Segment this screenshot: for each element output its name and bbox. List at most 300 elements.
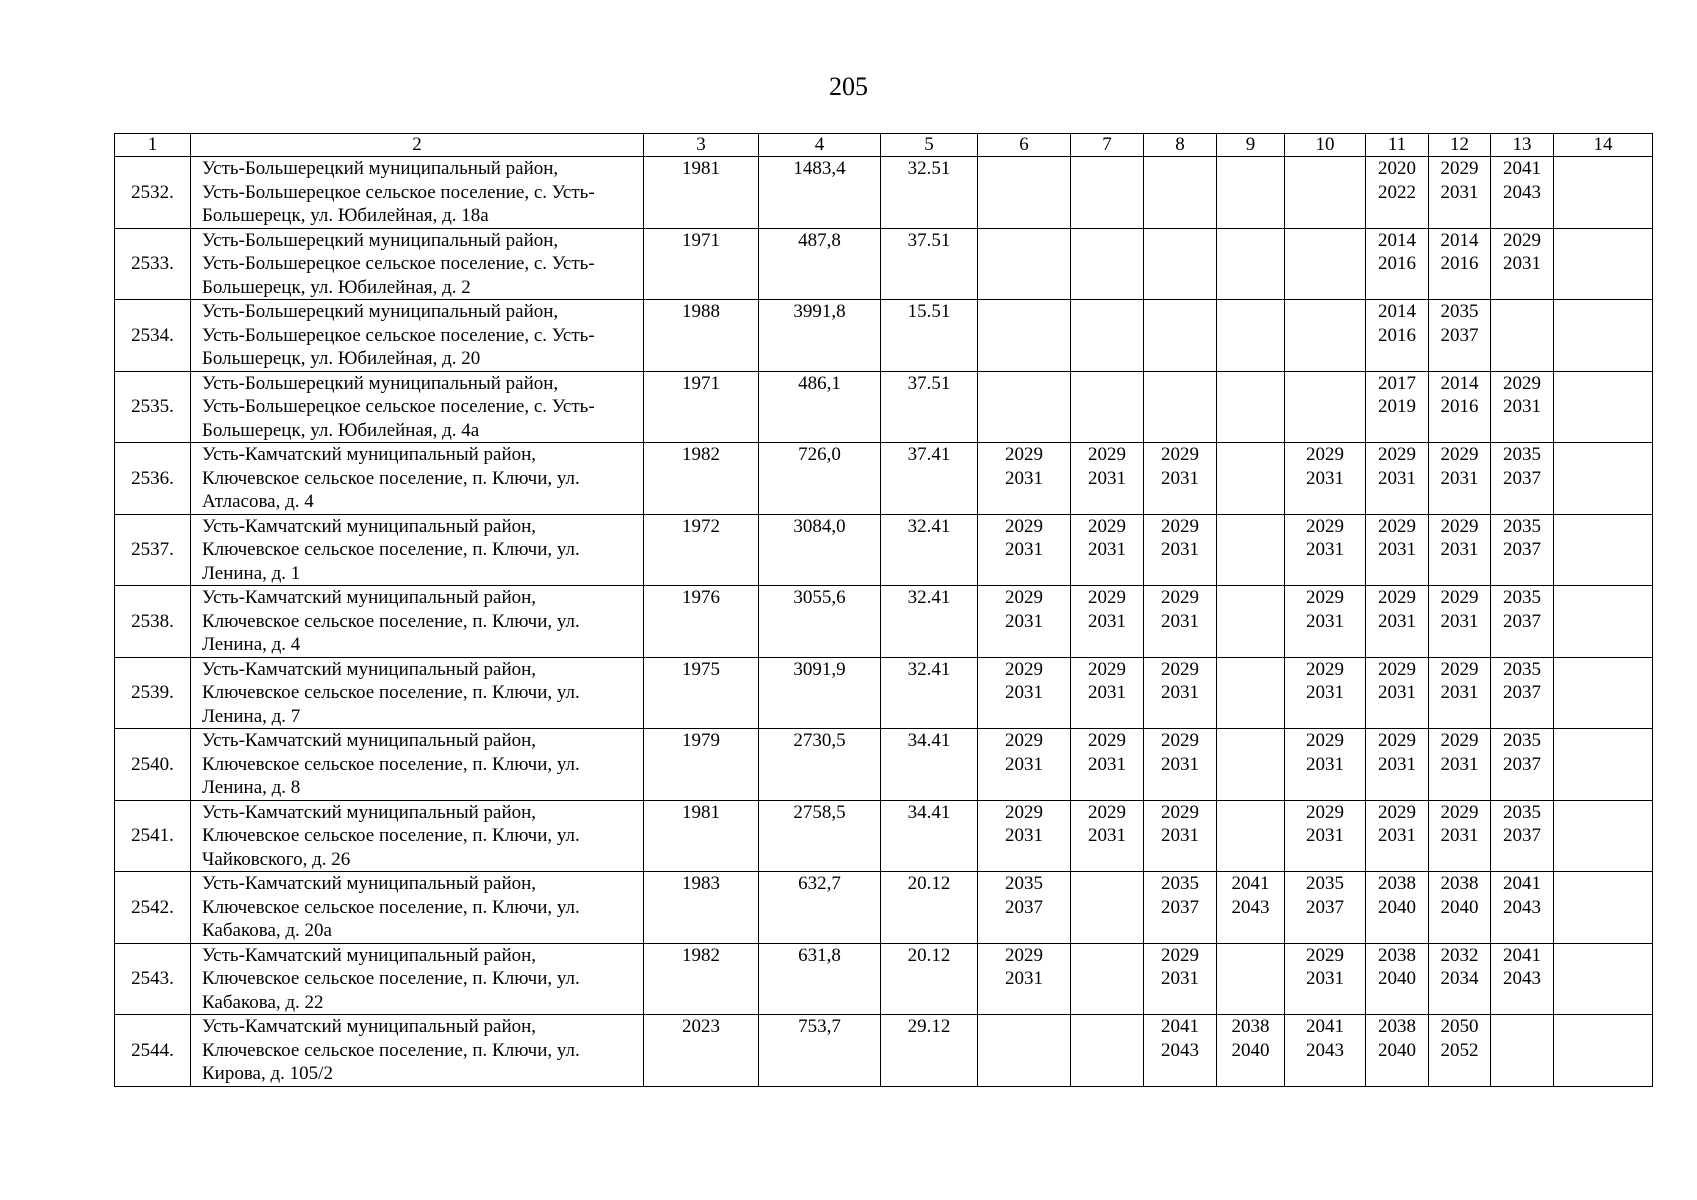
period-cell-11 [1366,300,1429,372]
period-cell-13 [1491,228,1554,300]
period-cell-6 [978,1015,1071,1087]
period-cell-14 [1554,729,1653,801]
period-cell-9-line: 2041 [1231,873,1270,894]
address-cell-line: Ключевское сельское поселение, п. Ключи, ул. [202,682,580,703]
period-cell-6-line: 2029 [1005,801,1043,823]
period-cell-8 [1144,657,1217,729]
period-cell-14 [1554,657,1653,729]
period-cell-8 [1144,371,1217,443]
period-cell-7-line: 2031 [1088,825,1126,846]
table-row [115,300,1653,372]
period-cell-8-line: 2041 [1161,1016,1199,1037]
period-cell-12-line: 2037 [1440,324,1479,346]
period-cell-11 [1366,1015,1429,1087]
period-cell-7-line: 2029 [1088,515,1126,537]
address-cell-line: Ключевское сельское поселение, п. Ключи, ул. [202,968,580,989]
period-cell-14 [1554,157,1653,229]
period-cell-6-line: 2037 [1005,896,1043,918]
year-built-cell [644,943,759,1015]
address-cell-line: Усть-Большерецкий муниципальный район, [202,158,559,179]
wear-cell [881,872,978,944]
column-header: 10 [1285,134,1366,157]
period-cell-10 [1285,657,1366,729]
period-cell-6 [978,943,1071,1015]
period-cell-12-line: 2052 [1440,1039,1479,1061]
address-cell-line: Ленина, д. 7 [202,705,301,727]
period-cell-12 [1429,443,1491,515]
period-cell-11-line: 2038 [1378,873,1416,894]
period-cell-14 [1554,872,1653,944]
period-cell-9 [1217,729,1285,801]
address-cell [191,872,644,944]
row-number-cell-text: 2541. [131,825,174,846]
table-row [115,443,1653,515]
period-cell-11 [1366,586,1429,658]
wear-cell [881,657,978,729]
header-row [115,134,1653,157]
period-cell-9 [1217,1015,1285,1087]
period-cell-12-line: 2031 [1440,539,1479,560]
address-cell-line: Ключевское сельское поселение, п. Ключи, ул. [202,896,580,918]
wear-cell [881,300,978,372]
address-cell-line: Усть-Большерецкое сельское поселение, с. Усть- [202,396,595,417]
row-number-cell [115,228,191,300]
period-cell-6-line: 2029 [1005,944,1043,966]
period-cell-10 [1285,443,1366,515]
column-header: 3 [644,134,759,157]
period-cell-12 [1429,1015,1491,1087]
period-cell-6-line: 2031 [1005,467,1043,489]
area-cell [759,1015,881,1087]
row-number-cell [115,1015,191,1087]
period-cell-11-line: 2029 [1378,730,1416,751]
period-cell-13-line: 2041 [1503,873,1541,894]
period-cell-12-line: 2014 [1440,372,1479,394]
area-cell-text: 487,8 [798,229,841,251]
period-cell-9 [1217,943,1285,1015]
period-cell-13-line: 2035 [1503,801,1541,823]
year-built-cell [644,514,759,586]
year-built-cell-text: 1976 [682,587,720,608]
period-cell-11-line: 2016 [1378,324,1416,346]
period-cell-11-line: 2031 [1378,753,1416,775]
period-cell-14 [1554,586,1653,658]
column-header: 7 [1071,134,1144,157]
address-cell [191,371,644,443]
period-cell-8 [1144,872,1217,944]
year-built-cell [644,443,759,515]
period-cell-8-line: 2037 [1161,896,1199,918]
address-cell [191,586,644,658]
period-cell-7 [1071,800,1144,872]
period-cell-6-line: 2031 [1005,968,1043,989]
period-cell-10 [1285,228,1366,300]
address-cell-line: Ключевское сельское поселение, п. Ключи, ул. [202,753,580,775]
period-cell-13-line: 2029 [1503,372,1541,394]
period-cell-10-line: 2035 [1306,873,1344,894]
row-number-cell [115,300,191,372]
period-cell-11-line: 2031 [1378,825,1416,846]
period-cell-6-line: 2035 [1005,873,1043,894]
row-number-cell [115,657,191,729]
year-built-cell-text: 1981 [682,158,720,179]
column-header: 14 [1554,134,1653,157]
table-row [115,586,1653,658]
address-cell-line: Ключевское сельское поселение, п. Ключи, ул. [202,1039,580,1061]
period-cell-9 [1217,228,1285,300]
address-cell [191,943,644,1015]
period-cell-14 [1554,800,1653,872]
row-number-cell-text: 2539. [131,682,174,703]
period-cell-8 [1144,157,1217,229]
address-cell-line: Атласова, д. 4 [202,491,314,512]
period-cell-12-line: 2014 [1440,229,1479,251]
period-cell-6 [978,300,1071,372]
year-built-cell-text: 1982 [682,444,720,465]
row-number-cell-text: 2535. [131,396,174,417]
period-cell-11-line: 2038 [1378,944,1416,966]
period-cell-7-line: 2031 [1088,467,1126,489]
period-cell-9-line: 2038 [1231,1016,1270,1037]
period-cell-8-line: 2031 [1161,825,1199,846]
period-cell-12 [1429,157,1491,229]
period-cell-10 [1285,872,1366,944]
year-built-cell-text: 1988 [682,301,720,322]
area-cell-text: 486,1 [798,372,841,394]
row-number-cell-text: 2544. [131,1039,174,1061]
period-cell-11 [1366,872,1429,944]
period-cell-9 [1217,872,1285,944]
period-cell-8 [1144,943,1217,1015]
period-cell-10-line: 2029 [1306,444,1344,465]
period-cell-12-line: 2029 [1440,587,1479,608]
column-header: 4 [759,134,881,157]
period-cell-7-line: 2029 [1088,730,1126,751]
area-cell-text: 753,7 [798,1016,841,1037]
address-cell-line: Большерецк, ул. Юбилейная, д. 18а [202,205,489,226]
year-built-cell-text: 2023 [682,1016,720,1037]
period-cell-13 [1491,157,1554,229]
period-cell-11 [1366,729,1429,801]
wear-cell-text: 15.51 [907,301,951,322]
wear-cell-text: 32.41 [907,515,951,537]
address-cell-line: Усть-Камчатский муниципальный район, [202,587,537,608]
period-cell-8-line: 2031 [1161,610,1199,632]
row-number-cell [115,800,191,872]
period-cell-12 [1429,800,1491,872]
period-cell-9 [1217,657,1285,729]
period-cell-6 [978,872,1071,944]
period-cell-11-line: 2040 [1378,896,1416,918]
address-cell-line: Ленина, д. 8 [202,777,301,798]
period-cell-9 [1217,514,1285,586]
period-cell-11 [1366,228,1429,300]
period-cell-14 [1554,443,1653,515]
period-cell-13 [1491,657,1554,729]
year-built-cell-text: 1979 [682,730,720,751]
address-cell-line: Ключевское сельское поселение, п. Ключи, ул. [202,610,580,632]
period-cell-13-line: 2031 [1503,253,1541,274]
row-number-cell-text: 2533. [131,253,174,274]
address-cell-line: Ключевское сельское поселение, п. Ключи, ул. [202,467,580,489]
period-cell-10-line: 2029 [1306,515,1344,537]
period-cell-13-line: 2035 [1503,515,1541,537]
row-number-cell [115,443,191,515]
period-cell-10-line: 2029 [1306,587,1344,608]
period-cell-13-line: 2029 [1503,229,1541,251]
period-cell-11-line: 2022 [1378,181,1416,203]
area-cell [759,228,881,300]
wear-cell-text: 34.41 [907,730,951,751]
period-cell-8-line: 2031 [1161,539,1199,560]
address-cell-line: Усть-Большерецкое сельское поселение, с. Усть- [202,253,595,274]
row-number-cell-text: 2543. [131,968,174,989]
period-cell-13 [1491,729,1554,801]
period-cell-14 [1554,943,1653,1015]
column-header: 9 [1217,134,1285,157]
address-cell [191,157,644,229]
wear-cell [881,729,978,801]
area-cell-text: 631,8 [798,944,841,966]
period-cell-12 [1429,872,1491,944]
area-cell-text: 2730,5 [793,730,846,751]
period-cell-12-line: 2032 [1440,944,1479,966]
address-cell-line: Усть-Камчатский муниципальный район, [202,658,537,680]
period-cell-12-line: 2035 [1440,301,1479,322]
period-cell-12 [1429,943,1491,1015]
area-cell-text: 3091,9 [793,658,846,680]
period-cell-8-line: 2031 [1161,467,1199,489]
period-cell-11-line: 2040 [1378,1039,1416,1061]
period-cell-7 [1071,586,1144,658]
period-cell-14 [1554,1015,1653,1087]
period-cell-7 [1071,228,1144,300]
address-cell-line: Усть-Большерецкий муниципальный район, [202,372,559,394]
period-cell-11-line: 2029 [1378,515,1416,537]
address-cell [191,514,644,586]
address-cell-line: Большерецк, ул. Юбилейная, д. 20 [202,348,481,369]
table-row [115,228,1653,300]
period-cell-7 [1071,657,1144,729]
period-cell-8-line: 2029 [1161,587,1199,608]
area-cell [759,872,881,944]
period-cell-8 [1144,800,1217,872]
period-cell-14 [1554,300,1653,372]
period-cell-12 [1429,514,1491,586]
period-cell-11-line: 2031 [1378,610,1416,632]
period-cell-12-line: 2050 [1440,1016,1479,1037]
period-cell-8-line: 2029 [1161,515,1199,537]
period-cell-6-line: 2029 [1005,515,1043,537]
period-cell-8-line: 2029 [1161,944,1199,966]
year-built-cell [644,228,759,300]
area-cell [759,514,881,586]
year-built-cell-text: 1982 [682,944,720,966]
area-cell [759,729,881,801]
wear-cell-text: 29.12 [907,1016,951,1037]
period-cell-6-line: 2031 [1005,682,1043,703]
address-cell-line: Усть-Камчатский муниципальный район, [202,730,537,751]
address-cell-line: Усть-Камчатский муниципальный район, [202,801,537,823]
period-cell-11-line: 2031 [1378,682,1416,703]
period-cell-11-line: 2029 [1378,658,1416,680]
year-built-cell [644,729,759,801]
period-cell-7-line: 2029 [1088,587,1126,608]
period-cell-13-line: 2043 [1503,181,1541,203]
period-cell-7 [1071,514,1144,586]
year-built-cell-text: 1971 [682,229,720,251]
area-cell [759,657,881,729]
year-built-cell-text: 1981 [682,801,720,823]
column-header: 8 [1144,134,1217,157]
wear-cell-text: 37.41 [907,444,951,465]
period-cell-11-line: 2017 [1378,372,1416,394]
period-cell-10-line: 2029 [1306,730,1344,751]
column-header: 1 [115,134,191,157]
period-cell-13-line: 2043 [1503,968,1541,989]
period-cell-12-line: 2029 [1440,515,1479,537]
period-cell-12-line: 2031 [1440,610,1479,632]
area-cell [759,800,881,872]
row-number-cell [115,157,191,229]
period-cell-10-line: 2041 [1306,1016,1344,1037]
period-cell-11-line: 2020 [1378,158,1416,179]
period-cell-12 [1429,657,1491,729]
period-cell-9-line: 2043 [1231,896,1270,918]
period-cell-8 [1144,1015,1217,1087]
period-cell-13 [1491,514,1554,586]
period-cell-11 [1366,514,1429,586]
year-built-cell-text: 1971 [682,372,720,394]
period-cell-10 [1285,371,1366,443]
period-cell-9 [1217,800,1285,872]
period-cell-14 [1554,371,1653,443]
period-cell-10 [1285,800,1366,872]
period-cell-11-line: 2014 [1378,301,1416,322]
period-cell-9 [1217,371,1285,443]
row-number-cell-text: 2537. [131,539,174,560]
table-body [115,157,1653,1087]
address-cell [191,729,644,801]
period-cell-13 [1491,800,1554,872]
period-cell-8 [1144,443,1217,515]
period-cell-13-line: 2037 [1503,753,1541,775]
column-header: 11 [1366,134,1429,157]
period-cell-7 [1071,729,1144,801]
address-cell-line: Ленина, д. 4 [202,634,301,655]
period-cell-12 [1429,371,1491,443]
area-cell-text: 632,7 [798,873,841,894]
wear-cell [881,586,978,658]
area-cell [759,943,881,1015]
period-cell-11-line: 2031 [1378,539,1416,560]
period-cell-12-line: 2016 [1440,396,1479,417]
period-cell-13-line: 2035 [1503,587,1541,608]
area-cell-text: 1483,4 [793,158,846,179]
period-cell-12-line: 2031 [1440,825,1479,846]
year-built-cell [644,371,759,443]
row-number-cell-text: 2532. [131,181,174,203]
period-cell-8-line: 2029 [1161,444,1199,465]
area-cell [759,300,881,372]
address-cell-line: Усть-Камчатский муниципальный район, [202,515,537,537]
period-cell-8-line: 2029 [1161,801,1199,823]
table-header [115,134,1653,157]
period-cell-13-line: 2037 [1503,825,1541,846]
period-cell-7 [1071,157,1144,229]
period-cell-13 [1491,371,1554,443]
address-cell-line: Чайковского, д. 26 [202,848,351,870]
area-cell-text: 726,0 [798,444,841,465]
period-cell-9-line: 2040 [1231,1039,1270,1061]
wear-cell-text: 20.12 [907,873,951,894]
address-cell [191,1015,644,1087]
period-cell-13-line: 2035 [1503,444,1541,465]
period-cell-12-line: 2040 [1440,896,1479,918]
table-row [115,943,1653,1015]
table-row [115,657,1653,729]
wear-cell-text: 32.41 [907,587,951,608]
period-cell-6-line: 2029 [1005,730,1043,751]
period-cell-8-line: 2029 [1161,730,1199,751]
wear-cell [881,443,978,515]
column-header: 6 [978,134,1071,157]
address-cell-line: Усть-Камчатский муниципальный район, [202,1016,537,1037]
row-number-cell-text: 2542. [131,896,174,918]
period-cell-10 [1285,157,1366,229]
period-cell-13-line: 2037 [1503,682,1541,703]
period-cell-13-line: 2035 [1503,730,1541,751]
address-cell-line: Большерецк, ул. Юбилейная, д. 2 [202,276,471,298]
period-cell-10 [1285,514,1366,586]
period-cell-11 [1366,443,1429,515]
period-cell-13 [1491,443,1554,515]
period-cell-11-line: 2016 [1378,253,1416,274]
address-cell-line: Ключевское сельское поселение, п. Ключи, ул. [202,539,580,560]
address-cell-line: Ключевское сельское поселение, п. Ключи, ул. [202,825,580,846]
period-cell-10-line: 2031 [1306,825,1344,846]
period-cell-6 [978,657,1071,729]
period-cell-7-line: 2031 [1088,682,1126,703]
period-cell-12-line: 2029 [1440,158,1479,179]
address-cell-line: Усть-Камчатский муниципальный район, [202,444,537,465]
period-cell-11-line: 2014 [1378,229,1416,251]
wear-cell [881,1015,978,1087]
row-number-cell-text: 2538. [131,610,174,632]
row-number-cell-text: 2536. [131,467,174,489]
period-cell-6-line: 2029 [1005,587,1043,608]
period-cell-12-line: 2016 [1440,253,1479,274]
area-cell-text: 3055,6 [793,587,846,608]
period-cell-10 [1285,586,1366,658]
period-cell-10-line: 2031 [1306,968,1344,989]
address-cell-line: Усть-Большерецкое сельское поселение, с. Усть- [202,324,595,346]
period-cell-7 [1071,443,1144,515]
address-cell-line: Ленина, д. 1 [202,562,301,584]
period-cell-10-line: 2029 [1306,944,1344,966]
column-header: 12 [1429,134,1491,157]
period-cell-12-line: 2029 [1440,658,1479,680]
period-cell-11 [1366,371,1429,443]
address-cell [191,443,644,515]
area-cell [759,443,881,515]
year-built-cell [644,300,759,372]
period-cell-12 [1429,228,1491,300]
period-cell-9 [1217,300,1285,372]
wear-cell [881,157,978,229]
period-cell-10-line: 2031 [1306,539,1344,560]
address-cell-line: Усть-Большерецкий муниципальный район, [202,229,559,251]
